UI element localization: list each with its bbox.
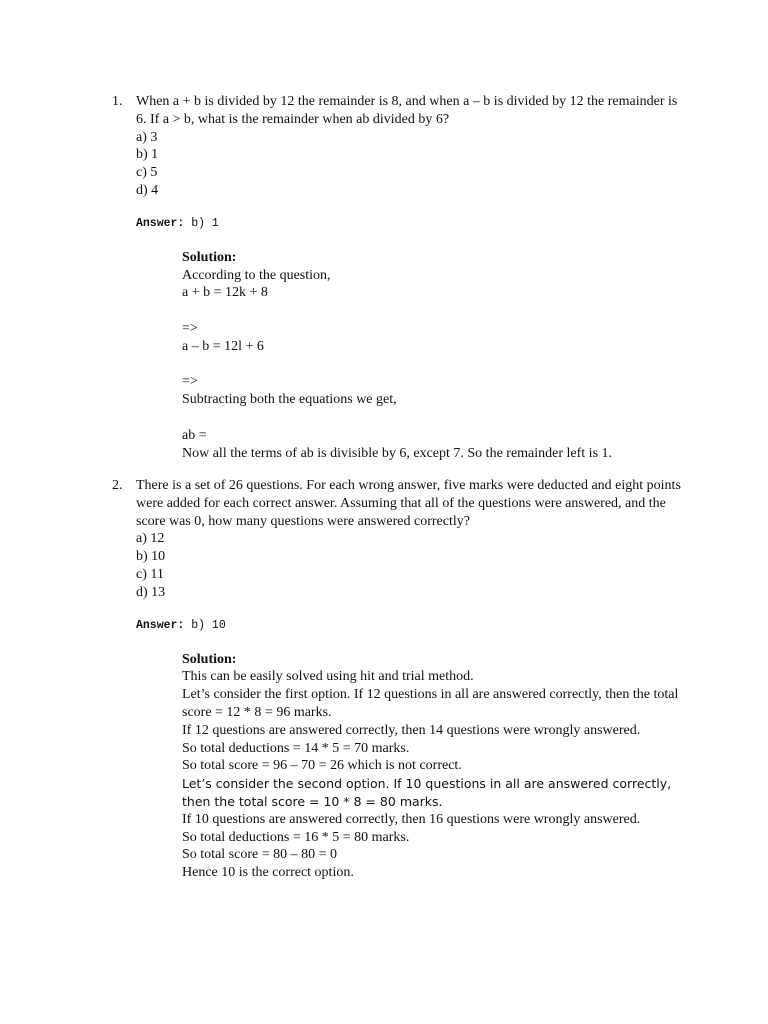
solution-line: So total score = 80 – 80 = 0 [182, 847, 337, 863]
answer-value: b) 10 [191, 618, 226, 632]
option-b: b) 10 [136, 549, 166, 565]
solution-line: Let’s consider the second option. If 10 questions in all are answered correctly, then the total score = 10 * 8 = 80 marks. [182, 776, 672, 809]
question-text: There is a set of 26 questions. For each wrong answer, five marks were deducted and eight points were added for each correct answer. Assuming that all of the questions were answered, and the score was 0, how many questions were answered correctly? [136, 478, 681, 529]
solution-line: => [182, 374, 198, 390]
option-d: d) 13 [136, 584, 166, 600]
question-body [136, 477, 682, 882]
answer-line [136, 619, 682, 633]
solution-title: Solution: [182, 249, 237, 265]
solution-title: Solution: [182, 651, 237, 667]
solution-blank-line [182, 356, 692, 374]
solution-line: So total deductions = 14 * 5 = 70 marks. [182, 740, 410, 756]
solution-line: This can be easily solved using hit and trial method. [182, 669, 474, 685]
question-1 [112, 93, 682, 462]
solution-line: If 12 questions are answered correctly, then 14 questions were wrongly answered. [182, 722, 641, 738]
solution-line: => [182, 320, 198, 336]
solution-line: ab = [182, 427, 207, 443]
option-d: d) 4 [136, 182, 159, 198]
options-list [136, 129, 682, 200]
solution-block [182, 651, 692, 882]
option-a: a) 3 [136, 129, 158, 145]
solution-line: So total score = 96 – 70 = 26 which is not correct. [182, 758, 462, 774]
solution-line: Now all the terms of ab is divisible by 6, except 7. So the remainder left is 1. [182, 445, 613, 461]
option-b: b) 1 [136, 147, 159, 163]
option-c: c) 11 [136, 566, 164, 582]
option-c: c) 5 [136, 165, 158, 181]
options-list [136, 530, 682, 601]
answer-value: b) 1 [191, 216, 219, 230]
solution-line: Let’s consider the first option. If 12 questions in all are answered correctly, then the total score = 12 * 8 = 96 marks. [182, 687, 679, 720]
solution-line: a + b = 12k + 8 [182, 285, 268, 301]
option-a: a) 12 [136, 531, 165, 547]
solution-line: According to the question, [182, 267, 331, 283]
solution-blank-line [182, 302, 692, 320]
question-text: When a + b is divided by 12 the remainder is 8, and when a – b is divided by 12 the remainder is 6. If a > b, what is the remainder when ab divided by 6? [136, 94, 678, 127]
answer-label: Answer: [136, 618, 185, 632]
answer-line [136, 217, 682, 231]
answer-label: Answer: [136, 216, 185, 230]
solution-blank-line [182, 409, 692, 427]
question-number: 2. [112, 478, 123, 493]
question-body [136, 93, 682, 462]
solution-line: a – b = 12l + 6 [182, 338, 264, 354]
solution-block [182, 249, 692, 463]
solution-line: Subtracting both the equations we get, [182, 392, 397, 408]
solution-line: If 10 questions are answered correctly, then 16 questions were wrongly answered. [182, 811, 641, 827]
question-2 [112, 477, 682, 882]
question-number: 1. [112, 94, 123, 109]
solution-line: So total deductions = 16 * 5 = 80 marks. [182, 829, 410, 845]
solution-line: Hence 10 is the correct option. [182, 865, 354, 881]
